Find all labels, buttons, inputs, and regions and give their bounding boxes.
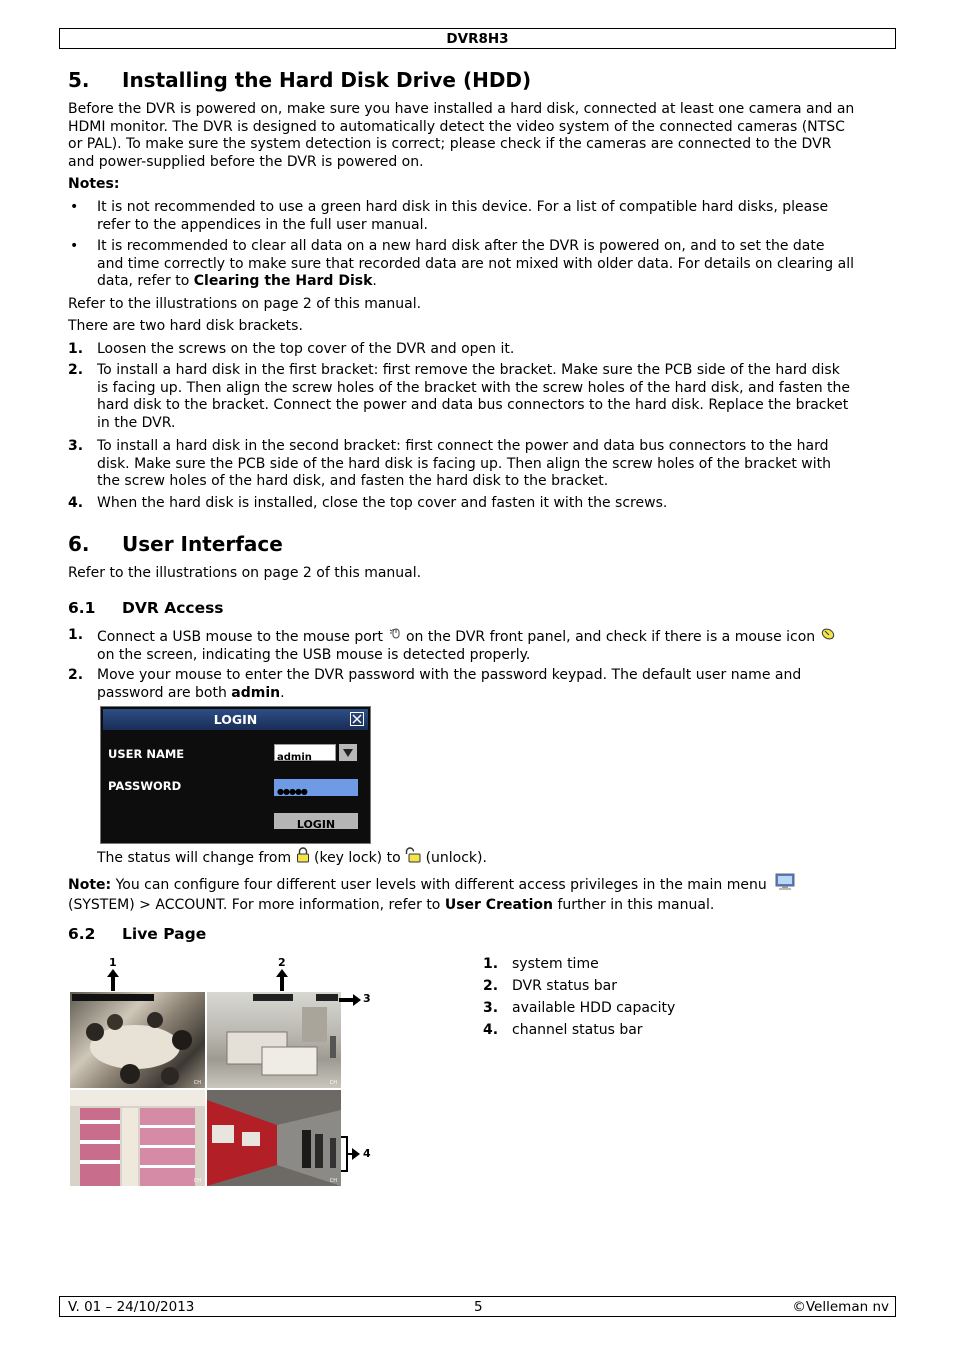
access-step-1 [97,627,887,664]
notes-label: Notes: [68,176,120,192]
channel-status-icons [330,1138,336,1168]
refer-text: Refer to the illustrations on page 2 of this manual. [68,296,422,312]
close-icon[interactable] [350,711,364,725]
chevron-down-icon [339,744,357,761]
page-header [59,28,896,49]
access-note [68,873,898,914]
section5-number: 5. [68,68,90,92]
arrow-up-icon [275,969,289,991]
section6-refer: Refer to the illustrations on page 2 of this manual. [68,565,422,581]
login-dialog [100,706,371,844]
note-text: . [372,273,377,289]
channel-label: CH [193,1178,201,1184]
login-button-label: LOGIN [296,818,336,831]
login-title-bar [103,709,368,730]
footer-page-number: 5 [474,1299,483,1315]
step-1 [97,341,887,359]
status-change-text [97,847,487,869]
footer-version: V. 01 – 24/10/2013 [68,1299,195,1315]
section5-intro [68,101,898,171]
legend-item [483,1022,783,1044]
legend-text: DVR status bar [512,978,617,994]
step-2 [97,362,887,432]
step-line: Move your mouse to enter the DVR password with the password keypad. The default user name and [97,667,802,683]
meeting-scene [70,992,205,1088]
note-2 [97,238,887,291]
note-text: You can configure four different user levels with different access privileges in the main menu [115,876,767,893]
note-text: data, refer to [97,273,194,289]
note-text: (SYSTEM) > ACCOUNT. For more information, refer to [68,896,445,913]
subsection-6-2-title: Live Page [122,925,207,943]
note-line [68,873,898,897]
legend-item [483,956,783,978]
section5-title: Installing the Hard Disk Drive (HDD) [122,68,532,92]
subway-scene [207,1090,341,1186]
arrow-up-icon [106,969,120,991]
bullet-dot: • [70,238,79,254]
note-xref: User Creation [444,896,553,913]
step-number: 4. [68,495,84,511]
note-line: It is recommended to clear all data on a new hard disk after the DVR is powered on, and to set the date [97,238,825,254]
step-line: hard disk to the bracket. Connect the power and data bus connectors to the hard disk. Replace the bracket [97,397,849,413]
camera-view-ch2 [207,992,341,1088]
callout-1-label: 1 [109,956,117,969]
live-page-legend [483,956,783,1044]
channel-label: CH [329,1080,337,1086]
legend-item [483,978,783,1000]
section6-title: User Interface [122,532,283,556]
step-line [97,685,887,703]
note-label: Note: [68,876,112,893]
system-time-bar [72,994,154,1001]
legend-text: available HDD capacity [512,1000,676,1016]
note-line: refer to the appendices in the full user manual. [97,216,428,233]
camera-view-ch4 [207,1090,341,1186]
mouse-port-icon [388,627,402,647]
step-line: To install a hard disk in the first bracket: first remove the bracket. Make sure the PCB side of the hard disk [97,362,840,378]
section6-number: 6. [68,532,90,556]
arrow-right-icon [339,993,361,1007]
channel-label: CH [193,1080,201,1086]
note-line [68,897,898,915]
note-1 [97,199,887,234]
bracket-arrow-icon [341,1135,363,1173]
step-number: 1. [68,341,84,357]
legend-number: 3. [483,1000,499,1016]
hdd-capacity-readout [316,994,338,1001]
status-text: The status will change from [97,849,292,866]
callout-3-label: 3 [363,992,371,1005]
step-3 [97,438,887,491]
unlock-icon [405,847,421,869]
step-line: disk. Make sure the PCB side of the hard disk is facing up. Then align the screw holes of the bracket with [97,455,831,472]
note-line [97,273,887,291]
hospital-scene [207,992,341,1088]
legend-text: channel status bar [512,1022,643,1038]
note-text: further in this manual. [553,896,715,913]
step-text: Connect a USB mouse to the mouse port [97,628,384,645]
page-footer [59,1296,896,1317]
intro-line: Before the DVR is powered on, make sure you have installed a hard disk, connected at least one camera and an [68,101,855,117]
step-line: the screw holes of the hard disk, and fasten the hard disk to the bracket. [97,473,609,489]
bullet-dot: • [70,199,79,215]
note-xref: Clearing the Hard Disk [193,273,373,289]
legend-number: 4. [483,1022,499,1038]
live-page-illustration [68,955,380,1190]
intro-line: or PAL). To make sure the system detection is correct; please check if the cameras are connected to the DVR [68,136,832,152]
step-number: 1. [68,627,84,643]
note-line: and time correctly to make sure that recorded data are not mixed with older data. For details on clearing all [97,255,854,272]
intro-line: and power-supplied before the DVR is powered on. [68,153,424,170]
step-line: on the screen, indicating the USB mouse is detected properly. [97,646,531,663]
dvr-status-bar [253,994,293,1001]
subsection-6-1-number: 6.1 [68,599,96,617]
system-monitor-icon [775,873,795,897]
channel-label: CH [329,1178,337,1184]
login-title: LOGIN [213,712,258,727]
step-text: on the DVR front panel, and check if there is a mouse icon [405,628,816,645]
access-step-2 [97,667,887,702]
step-4 [97,495,887,513]
legend-number: 1. [483,956,499,972]
step-number: 2. [68,362,84,378]
legend-text: system time [512,956,599,972]
step-line: is facing up. Then align the screw holes of the bracket with the screw holes of the hard disk, and fasten the [97,379,850,396]
user-dropdown-button[interactable] [339,744,357,761]
camera-view-ch1 [70,992,205,1088]
user-name-value: admin [277,752,312,763]
callout-2-label: 2 [278,956,286,969]
password-label: PASSWORD [108,779,182,793]
callout-4-label: 4 [363,1147,371,1160]
mouse-icon [820,627,836,647]
step-line: in the DVR. [97,414,176,431]
login-button[interactable] [274,813,358,829]
legend-number: 2. [483,978,499,994]
default-credential: admin [231,684,281,701]
status-text: (unlock). [425,849,487,866]
user-name-field[interactable] [274,744,336,761]
user-name-label: USER NAME [108,747,185,761]
channel-status-icons [330,1036,336,1058]
camera-view-ch3 [70,1090,205,1186]
step-line: When the hard disk is installed, close the top cover and fasten it with the screws. [97,495,668,511]
step-number: 2. [68,667,84,683]
step-line [97,627,887,647]
step-text: . [280,684,285,701]
step-line: To install a hard disk in the second bracket: first connect the power and data bus connectors to the hard [97,438,829,454]
password-field[interactable] [274,779,358,796]
subsection-6-1-title: DVR Access [122,599,224,617]
header-model: DVR8H3 [446,31,509,47]
note-line: It is not recommended to use a green hard disk in this device. For a list of compatible hard disks, please [97,199,829,215]
shop-scene [70,1090,205,1186]
step-text: password are both [97,684,232,701]
status-text: (key lock) to [314,849,401,866]
brackets-text: There are two hard disk brackets. [68,318,303,334]
footer-copyright: ©Velleman nv [792,1299,889,1315]
legend-item [483,1000,783,1022]
password-value: ●●●●● [277,787,307,796]
intro-line: HDMI monitor. The DVR is designed to automatically detect the video system of the connected cameras (NTSC [68,118,845,135]
lock-icon [296,847,310,869]
step-number: 3. [68,438,84,454]
subsection-6-2-number: 6.2 [68,925,96,943]
step-line: Loosen the screws on the top cover of the DVR and open it. [97,341,515,357]
